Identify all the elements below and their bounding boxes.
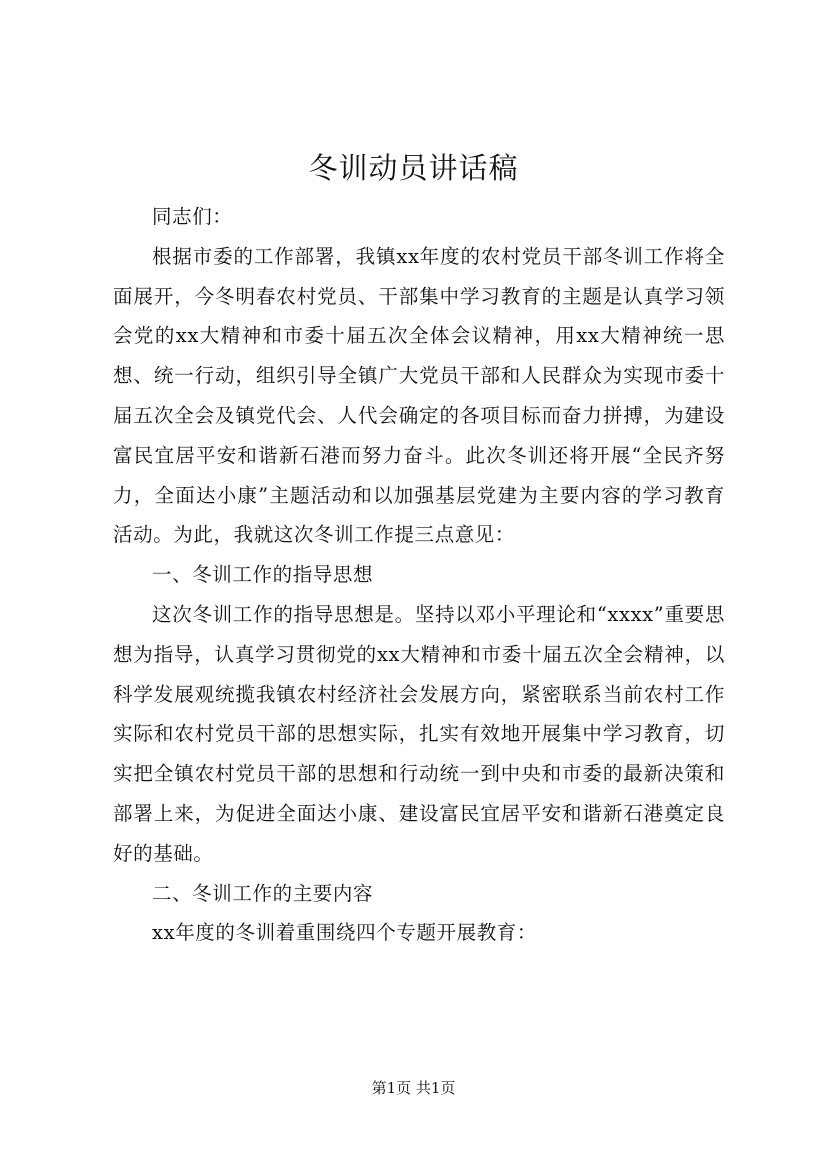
main-content-paragraph: xx年度的冬训着重围绕四个专题开展教育： <box>152 921 537 945</box>
intro-paragraph: 根据市委的工作部署，我镇xx年度的农村党员干部冬训工作将全面展开，今冬明春农村党员、干部集中学习教育的主题是认真学习领会党的xx大精神和市委十届五次全体会议精神，用xx大精神统一思想、统一行动，组织引导全镇广大党员干部和人民群众为实现市委十届五次全会及镇党代会、人代会确定的各项目标而奋力拼搏，为建设富民宜居平安和谐新石港而努力奋斗。此次冬训还将开展“全民齐努力，全面达小康”主题活动和以加强基层党建为主要内容的学习教育活动。为此，我就这次冬训工作提三点意见： <box>113 244 725 547</box>
page-footer <box>0 1076 827 1100</box>
salutation-paragraph: 同志们： <box>152 205 233 228</box>
section-heading-1: 一、冬训工作的指导思想 <box>152 563 374 587</box>
section-heading-2: 二、冬训工作的主要内容 <box>152 881 374 905</box>
guiding-thought-paragraph: 这次冬训工作的指导思想是。坚持以邓小平理论和“xxxx”重要思想为指导，认真学习贯彻党的xx大精神和市委十届五次全会精神，以科学发展观统揽我镇农村经济社会发展方向，紧密联系当前农村工作实际和农村党员干部的思想实际，扎实有效地开展集中学习教育，切实把全镇农村党员干部的思想和行动统一到中央和市委的最新决策和部署上来，为促进全面达小康、建设富民宜居平安和谐新石港奠定良好的基础。 <box>113 602 725 865</box>
document-body <box>113 197 725 953</box>
document-title: 冬训动员讲话稿 <box>308 151 519 185</box>
page-number: 第1页 <box>371 1079 412 1097</box>
page-total: 共1页 <box>415 1079 456 1097</box>
